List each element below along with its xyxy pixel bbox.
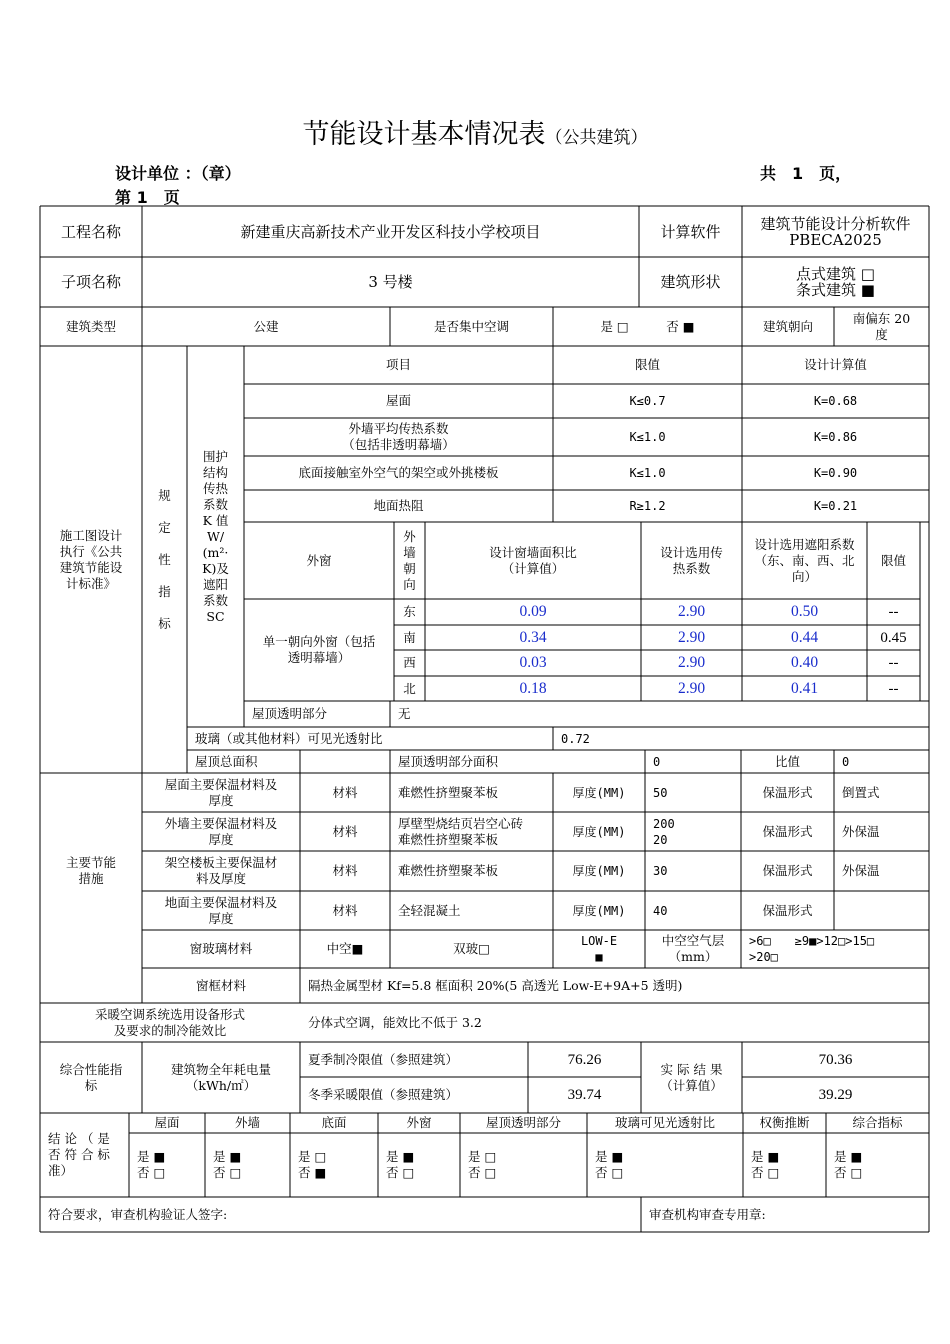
ground-item: 地面热阻 xyxy=(373,498,424,513)
software-label: 计算软件 xyxy=(660,222,721,241)
measure-form: 外保温 xyxy=(842,823,880,839)
project-name-label: 工程名称 xyxy=(60,222,121,241)
measure-thickness-label: 厚度(MM) xyxy=(572,903,626,918)
glass-gap: 中空空气层 （mm） xyxy=(661,933,725,964)
measure-material-label: 材料 xyxy=(332,863,358,878)
k-value-label: 围护 结构 传热 系数 K 值 W/ (m²· K)及 遮阳 系数 SC xyxy=(202,448,229,624)
hvac-value: 分体式空调，能效比不低于 3.2 xyxy=(308,1014,482,1030)
window-k: 2.90 xyxy=(677,679,706,697)
roof-limit: K≤0.7 xyxy=(629,394,666,408)
measure-material: 全轻混凝土 xyxy=(398,902,461,918)
cool-value: 76.26 xyxy=(567,1051,602,1068)
measure-form-label: 保温形式 xyxy=(762,784,813,800)
roof-transparent-value: 无 xyxy=(398,706,411,721)
conclusion-item-value: 是 ■ 否 □ xyxy=(213,1149,242,1180)
measure-material: 厚壁型烧结页岩空心砖 难燃性挤塑聚苯板 xyxy=(398,815,524,847)
measure-material: 难燃性挤塑聚苯板 xyxy=(398,863,499,878)
wall-item: 外墙平均传热系数 （包括非透明幕墙） xyxy=(342,421,455,452)
col-calc: 设计计算值 xyxy=(804,357,867,372)
signature-left: 符合要求，审查机构验证人签字: xyxy=(48,1206,228,1222)
measure-thickness-label: 厚度(MM) xyxy=(572,824,626,839)
energy-label: 建筑物全年耗电量 （kWh/㎡） xyxy=(170,1061,271,1093)
measure-form: 外保温 xyxy=(842,863,880,878)
building-type-label: 建筑类型 xyxy=(65,318,116,334)
measure-material: 难燃性挤塑聚苯板 xyxy=(398,784,499,800)
roof-area-label: 屋顶总面积 xyxy=(195,753,258,769)
conclusion-item-value: 是 ■ 否 □ xyxy=(595,1149,624,1180)
frame-label: 窗框材料 xyxy=(195,977,246,993)
limit-col: 限值 xyxy=(880,552,906,568)
measure-name: 架空楼板主要保温材 料及厚度 xyxy=(164,855,278,886)
measure-name: 外墙主要保温材料及 厚度 xyxy=(164,815,278,847)
central-ac-label: 是否集中空调 xyxy=(433,318,509,334)
vlt-label: 玻璃（或其他材料）可见光透射比 xyxy=(195,730,383,746)
frame-value: 隔热金属型材 Kf=5.8 框面积 20%(5 高透光 Low-E+9A+5 透明) xyxy=(308,977,683,993)
heat-label: 冬季采暖限值（参照建筑） xyxy=(308,1087,459,1102)
window-limit: -- xyxy=(888,680,899,697)
building-form-label: 建筑形状 xyxy=(660,273,721,291)
single-orient-label: 单一朝向外窗（包括 透明幕墙） xyxy=(262,634,376,665)
signature-right: 审查机构审查专用章: xyxy=(649,1206,766,1222)
window-limit: -- xyxy=(888,655,899,671)
roof-trans-area-label: 屋顶透明部分面积 xyxy=(398,753,499,769)
performance-label: 综合性能指 标 xyxy=(59,1061,123,1093)
roof-trans-area-value: 0 xyxy=(653,754,661,769)
conclusion-item-name: 屋面 xyxy=(154,1115,180,1130)
glass-hollow: 中空■ xyxy=(326,941,364,956)
measure-thickness: 30 xyxy=(653,864,668,878)
floor-limit: K≤1.0 xyxy=(629,466,666,480)
window-ratio: 0.09 xyxy=(519,603,547,620)
measure-thickness: 50 xyxy=(653,785,668,800)
building-type-value: 公建 xyxy=(253,318,279,334)
window-k: 2.90 xyxy=(677,603,706,620)
ground-limit: R≥1.2 xyxy=(629,499,666,513)
floor-item: 底面接触室外空气的架空或外挑楼板 xyxy=(298,465,499,480)
window-dir: 南 xyxy=(403,630,416,645)
conclusion-item-value: 是 ■ 否 □ xyxy=(751,1149,780,1180)
measure-form xyxy=(834,891,929,930)
col-item: 项目 xyxy=(385,357,411,372)
measure-form: 倒置式 xyxy=(842,784,880,800)
heat-value: 39.74 xyxy=(567,1087,602,1103)
vlt-value: 0.72 xyxy=(561,731,590,746)
floor-calc: K=0.90 xyxy=(813,466,858,480)
window-k: 2.90 xyxy=(677,654,706,671)
window-k: 2.90 xyxy=(677,629,706,646)
wall-calc: K=0.86 xyxy=(813,430,858,444)
window-ratio: 0.34 xyxy=(519,629,547,646)
actual-label: 实 际 结 果 （计算值） xyxy=(660,1061,723,1093)
window-dir: 西 xyxy=(403,655,416,670)
project-name-value: 新建重庆高新技术产业开发区科技小学校项目 xyxy=(240,222,541,241)
subproject-label: 子项名称 xyxy=(60,273,121,291)
measures-label: 主要节能 措施 xyxy=(65,855,116,886)
roof-calc: K=0.68 xyxy=(813,394,858,408)
measure-form-label: 保温形式 xyxy=(762,823,813,839)
actual-cool: 70.36 xyxy=(818,1051,853,1068)
window-dir: 北 xyxy=(403,680,416,696)
glass-gap-options: >6□ ≥9■>12□>15□ >20□ xyxy=(749,934,875,964)
measure-material-label: 材料 xyxy=(332,823,358,839)
actual-heat: 39.29 xyxy=(818,1087,853,1103)
ratio-label: 比值 xyxy=(774,753,800,769)
hvac-label: 采暖空调系统选用设备形式 及要求的制冷能效比 xyxy=(94,1006,245,1038)
measure-material-label: 材料 xyxy=(332,902,358,918)
roof-transparent-label: 屋顶透明部分 xyxy=(252,706,328,721)
window-dir: 东 xyxy=(403,604,416,619)
wall-limit: K≤1.0 xyxy=(629,430,666,444)
conclusion-item-name: 权衡推断 xyxy=(759,1115,810,1130)
design-unit: 设计单位 ：（章） xyxy=(115,164,241,183)
conclusion-label: 结 论 （ 是 否 符 合 标 准） xyxy=(48,1131,110,1178)
windows-label: 外窗 xyxy=(306,552,332,568)
central-ac-value: 是 □ 否 ■ xyxy=(600,318,695,334)
window-sc: 0.50 xyxy=(790,603,819,620)
conclusion-item-value: 是 □ 否 □ xyxy=(468,1149,497,1180)
building-form-value: 点式建筑 □ 条式建筑 ■ xyxy=(796,265,875,299)
subproject-value: 3 号楼 xyxy=(368,273,413,291)
measure-thickness: 40 xyxy=(653,903,668,918)
prescriptive-label: 规 定 性 指 标 xyxy=(158,487,171,631)
measure-form-label: 保温形式 xyxy=(762,863,813,878)
measure-name: 地面主要保温材料及 厚度 xyxy=(164,894,278,926)
window-limit: -- xyxy=(888,604,899,620)
orientation-value: 南偏东 20 度 xyxy=(852,310,911,342)
envelope-group-label: 施工图设计 执行《公共 建筑节能设 计标准》 xyxy=(59,527,123,591)
k-col: 设计选用传 热系数 xyxy=(660,544,723,576)
conclusion-item-name: 屋顶透明部分 xyxy=(485,1115,561,1130)
orientation-label: 建筑朝向 xyxy=(762,318,813,334)
conclusion-item-value: 是 ■ 否 □ xyxy=(834,1149,863,1180)
orientation-col: 外 墙 朝 向 xyxy=(403,528,416,592)
title-main: 节能设计基本情况表 xyxy=(302,119,546,150)
window-limit: 0.45 xyxy=(880,630,907,646)
measure-thickness: 200 20 xyxy=(653,816,675,847)
roof-item: 屋面 xyxy=(385,393,411,408)
ground-calc: K=0.21 xyxy=(813,499,858,513)
conclusion-item-name: 玻璃可见光透射比 xyxy=(614,1115,715,1130)
conclusion-item-value: 是 □ 否 ■ xyxy=(298,1149,327,1180)
ratio-col: 设计窗墙面积比 （计算值） xyxy=(489,544,577,576)
conclusion-item-name: 底面 xyxy=(321,1115,347,1130)
conclusion-item-value: 是 ■ 否 □ xyxy=(137,1149,166,1180)
window-sc: 0.40 xyxy=(790,654,819,671)
conclusion-item-name: 综合指标 xyxy=(852,1115,903,1130)
cool-label: 夏季制冷限值（参照建筑） xyxy=(308,1051,459,1067)
conclusion-item-name: 外窗 xyxy=(406,1115,432,1130)
measure-form-label: 保温形式 xyxy=(762,902,813,918)
glass-label: 窗玻璃材料 xyxy=(189,941,253,956)
measure-thickness-label: 厚度(MM) xyxy=(572,864,626,878)
software-value: 建筑节能设计分析软件 PBECA2025 xyxy=(760,214,911,249)
title-sub: （公共建筑） xyxy=(545,128,648,148)
page-number: 第 1 页 xyxy=(115,188,180,207)
glass-lowe: LOW-E ■ xyxy=(580,934,618,964)
window-ratio: 0.03 xyxy=(519,654,547,671)
window-ratio: 0.18 xyxy=(519,679,547,697)
conclusion-item-name: 外墙 xyxy=(234,1115,260,1130)
ratio-value: 0 xyxy=(842,754,850,769)
glass-double: 双玻□ xyxy=(453,941,490,956)
sc-col: 设计选用遮阳系数 （东、南、西、北 向） xyxy=(754,536,855,584)
conclusion-item-value: 是 ■ 否 □ xyxy=(386,1149,415,1180)
window-sc: 0.41 xyxy=(790,679,819,697)
measure-thickness-label: 厚度(MM) xyxy=(572,785,626,800)
measure-name: 屋面主要保温材料及 厚度 xyxy=(164,776,278,808)
measure-material-label: 材料 xyxy=(332,784,358,800)
total-pages: 共 1 页， xyxy=(760,164,852,183)
window-sc: 0.44 xyxy=(790,629,819,646)
col-limit: 限值 xyxy=(634,357,660,372)
